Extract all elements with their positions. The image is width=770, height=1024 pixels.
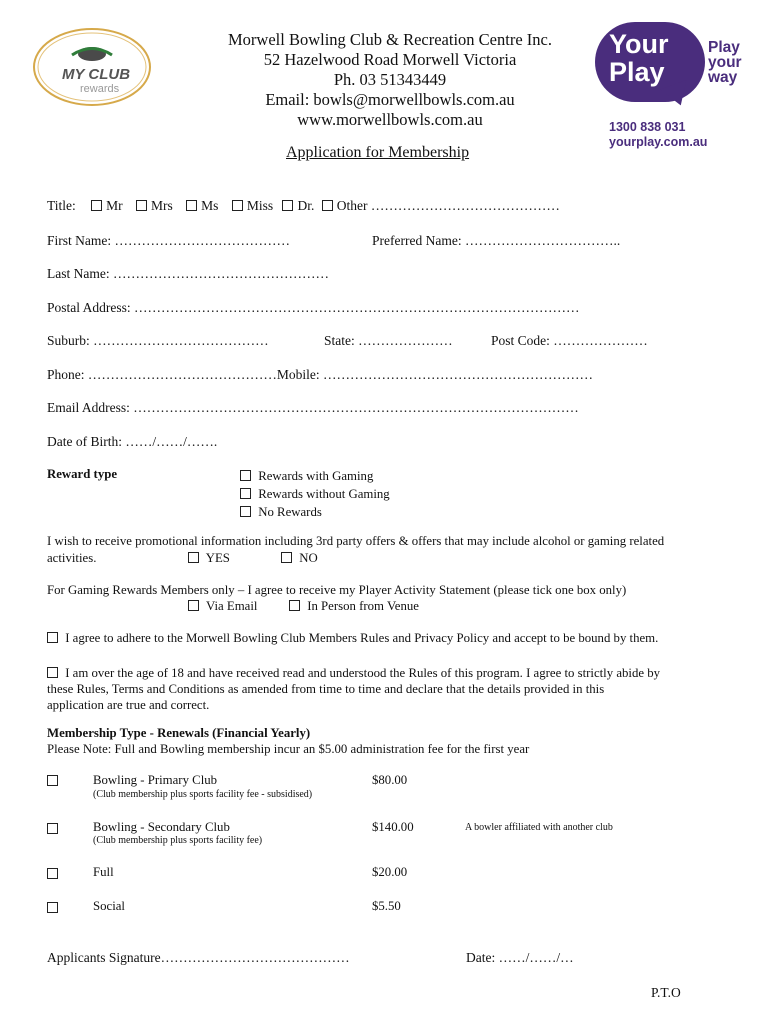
my-club-rewards-logo [28, 22, 156, 112]
checkbox-icon[interactable] [282, 200, 293, 211]
promo-text: I wish to receive promotional information including 3rd party offers & offers that may include alcohol or gaming related [47, 534, 665, 548]
date-field[interactable]: Date: ……/……/… [466, 950, 574, 965]
checkbox-icon[interactable] [188, 552, 199, 563]
membership-note: Please Note: Full and Bowling membership incur an $5.00 administration fee for the first year [47, 742, 530, 756]
membership-subtext: (Club membership plus sports facility fee - subsidised) [93, 789, 313, 800]
org-address: 52 Hazelwood Road Morwell Victoria [263, 50, 517, 69]
membership-option-primary[interactable] [47, 772, 62, 790]
checkbox-icon[interactable] [289, 600, 300, 611]
membership-price: $5.50 [372, 899, 401, 913]
dob-field[interactable]: Date of Birth: ……/……/……. [47, 434, 218, 449]
postal-address-field[interactable]: Postal Address: ……………………………………………………………………………………… [47, 300, 580, 315]
pto-label: P.T.O [651, 985, 681, 1000]
checkbox-icon[interactable] [240, 470, 251, 481]
your-play-wordmark: Your Play [609, 29, 669, 87]
checkbox-icon[interactable] [240, 488, 251, 499]
signature-field[interactable]: Applicants Signature…………………………………… [47, 950, 350, 965]
membership-name: Social [93, 899, 125, 913]
logo-subtext: rewards [80, 83, 120, 95]
membership-note-secondary: A bowler affiliated with another club [465, 822, 613, 833]
reward-option-no-gaming[interactable]: Rewards without Gaming [240, 485, 390, 503]
reward-option-none[interactable]: No Rewards [240, 503, 390, 521]
statement-via-email-option[interactable]: Via Email [188, 599, 257, 614]
title-option-dr[interactable]: Dr. [282, 198, 314, 213]
form-title: Application for Membership [286, 144, 470, 161]
membership-subtext: (Club membership plus sports facility fee) [93, 835, 263, 846]
checkbox-icon[interactable] [188, 600, 199, 611]
first-name-field[interactable]: First Name: ………………………………… [47, 233, 290, 248]
reward-option-gaming[interactable]: Rewards with Gaming [240, 467, 390, 485]
checkbox-icon[interactable] [186, 200, 197, 211]
phone-mobile-field[interactable]: Phone: ……………………………………Mobile: …………………………………………………… [47, 367, 593, 382]
checkbox-icon[interactable] [47, 823, 58, 834]
checkbox-icon[interactable] [91, 200, 102, 211]
title-option-mrs[interactable]: Mrs [136, 198, 173, 213]
checkbox-icon[interactable] [47, 868, 58, 879]
club-header [160, 30, 620, 130]
title-option-other[interactable]: Other …………………………………… [322, 198, 560, 213]
preferred-name-field[interactable]: Preferred Name: …………………………….. [372, 233, 621, 248]
checkbox-icon[interactable] [322, 200, 333, 211]
org-website: www.morwellbowls.com.au [297, 110, 483, 129]
org-phone: Ph. 03 51343449 [333, 70, 447, 89]
org-email: Email: bowls@morwellbowls.com.au [265, 90, 515, 109]
agree-age-option[interactable]: I am over the age of 18 and have received read and understood the Rules of this program. I agree to strictly abide by these Rules, Terms and Conditions as amended from time to time and declare that the details provided in this application are true and correct. [47, 666, 661, 712]
org-name: Morwell Bowling Club & Recreation Centre Inc. [228, 30, 552, 49]
checkbox-icon[interactable] [47, 667, 58, 678]
membership-name: Bowling - Primary Club [93, 773, 218, 787]
membership-price: $80.00 [372, 773, 408, 787]
your-play-contact: 1300 838 031 yourplay.com.au [609, 120, 708, 149]
title-label: Title: [47, 198, 76, 213]
promo-text-line2: activities. [47, 551, 97, 565]
membership-heading: Membership Type - Renewals (Financial Yearly) [47, 726, 311, 740]
checkbox-icon[interactable] [281, 552, 292, 563]
statement-in-person-option[interactable]: In Person from Venue [289, 599, 419, 614]
title-option-ms[interactable]: Ms [186, 198, 218, 213]
checkbox-icon[interactable] [232, 200, 243, 211]
suburb-field[interactable]: Suburb: ………………………………… [47, 333, 269, 348]
checkbox-icon[interactable] [47, 632, 58, 643]
membership-name: Full [93, 865, 114, 879]
reward-options [240, 467, 390, 521]
play-your-way-tagline: Play your way [708, 39, 742, 86]
membership-price: $20.00 [372, 865, 408, 879]
agree-rules-option[interactable]: I agree to adhere to the Morwell Bowling Club Members Rules and Privacy Policy and accept to be bound by them. [47, 631, 658, 646]
title-row [47, 198, 560, 214]
promo-yes-option[interactable]: YES [188, 551, 230, 566]
last-name-field[interactable]: Last Name: ………………………………………… [47, 266, 329, 281]
reward-type-label: Reward type [47, 467, 118, 481]
membership-option-full[interactable] [47, 865, 62, 883]
title-option-miss[interactable]: Miss [232, 198, 273, 213]
membership-option-secondary[interactable] [47, 820, 62, 838]
promo-no-option[interactable]: NO [281, 551, 318, 566]
email-field[interactable]: Email Address: ……………………………………………………………………………………… [47, 400, 579, 415]
membership-price: $140.00 [372, 820, 414, 834]
postcode-field[interactable]: Post Code: ………………… [491, 333, 648, 348]
checkbox-icon[interactable] [47, 775, 58, 786]
membership-name: Bowling - Secondary Club [93, 820, 230, 834]
checkbox-icon[interactable] [47, 902, 58, 913]
gaming-statement-text: For Gaming Rewards Members only – I agree to receive my Player Activity Statement (please tick one box only) [47, 583, 627, 597]
checkbox-icon[interactable] [240, 506, 251, 517]
logo-text: MY CLUB [62, 66, 131, 83]
title-option-mr[interactable]: Mr [91, 198, 123, 213]
state-field[interactable]: State: ………………… [324, 333, 453, 348]
checkbox-icon[interactable] [136, 200, 147, 211]
membership-option-social[interactable] [47, 899, 62, 917]
